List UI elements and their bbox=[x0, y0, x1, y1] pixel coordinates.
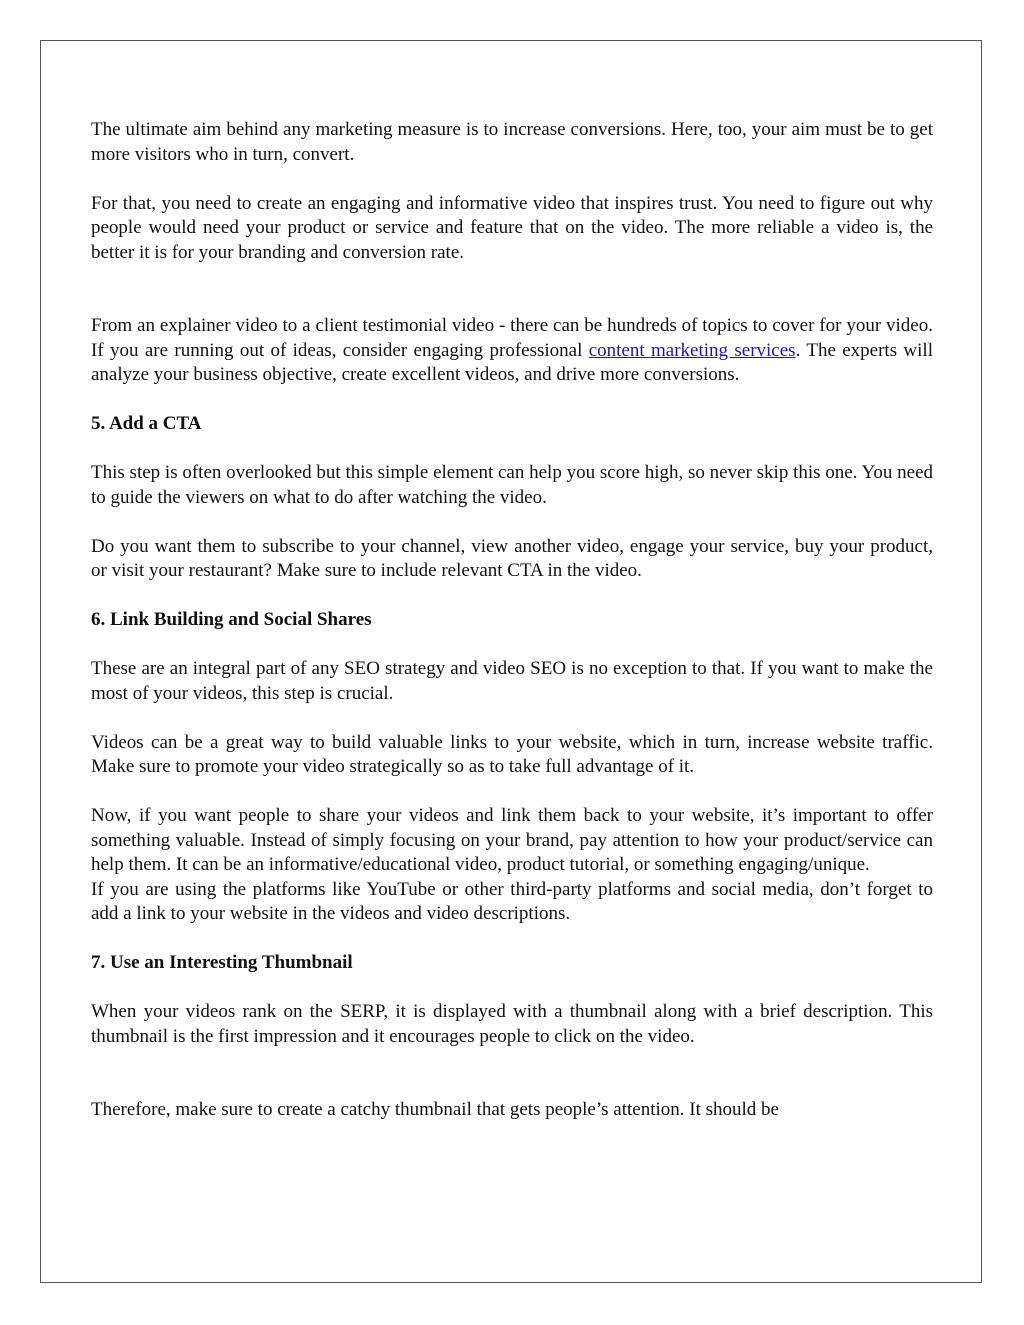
paragraph-share-videos: Now, if you want people to share your videos and link them back to your website, it’s important to offer something valuable. Instead of simply focusing on your brand, pay attention to how your product/service can help them. It can be an informative/educational video, product tutorial, or something engaging/unique. bbox=[91, 805, 933, 875]
paragraph-valuable-links: Videos can be a great way to build valuable links to your website, which in turn, increase website traffic. Make sure to promote your video strategically so as to take full advantage of it. bbox=[91, 731, 933, 777]
paragraph-cta-step: This step is often overlooked but this simple element can help you score high, so never skip this one. You need to guide the viewers on what to do after watching the video. bbox=[91, 462, 933, 508]
content-marketing-services-link[interactable]: content marketing services bbox=[588, 339, 796, 361]
paragraph-platforms: If you are using the platforms like YouTube or other third-party platforms and social media, don’t forget to add a link to your website in the videos and video descriptions. bbox=[91, 878, 933, 924]
paragraph-video-topics-end: . The experts will analyze your business objective, create excellent videos, and drive more conversions. bbox=[91, 339, 933, 385]
paragraph-video-topics-start: From an explainer video to a client testimonial video - there can be hundreds of topics to cover for your video. If you are running out of ideas, consider engaging professional bbox=[91, 315, 933, 361]
paragraph-catchy-thumbnail: Therefore, make sure to create a catchy thumbnail that gets people’s attention. It should be bbox=[91, 1099, 779, 1120]
paragraph-serp-thumbnail: When your videos rank on the SERP, it is displayed with a thumbnail along with a brief description. This thumbnail is the first impression and it encourages people to click on the video. bbox=[91, 1001, 933, 1047]
paragraph-video-topics bbox=[91, 314, 933, 388]
heading-thumbnail: 7. Use an Interesting Thumbnail bbox=[91, 952, 353, 973]
paragraph-conversions-aim: The ultimate aim behind any marketing measure is to increase conversions. Here, too, your aim must be to get more visitors who in turn, convert. bbox=[91, 119, 933, 165]
heading-add-cta: 5. Add a CTA bbox=[91, 413, 202, 434]
paragraph-cta-questions: Do you want them to subscribe to your channel, view another video, engage your service, buy your product, or visit your restaurant? Make sure to include relevant CTA in the video. bbox=[91, 535, 933, 581]
heading-link-building: 6. Link Building and Social Shares bbox=[91, 609, 372, 630]
document-body bbox=[91, 118, 933, 1123]
paragraph-engaging-video: For that, you need to create an engaging and informative video that inspires trust. You need to figure out why people would need your product or service and feature that on the video. The more reliable a video is, the better it is for your branding and conversion rate. bbox=[91, 192, 933, 263]
paragraph-seo-strategy: These are an integral part of any SEO strategy and video SEO is no exception to that. If you want to make the most of your videos, this step is crucial. bbox=[91, 658, 933, 704]
